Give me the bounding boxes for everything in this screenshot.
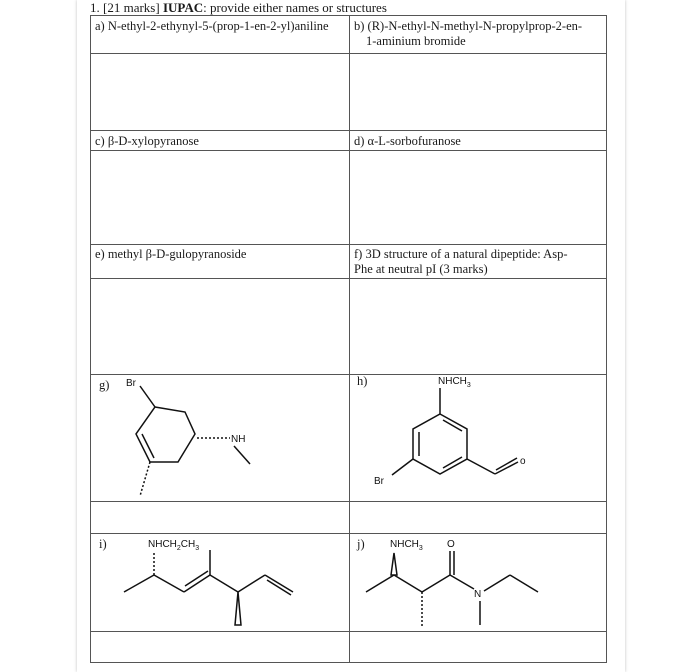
wedge-bond	[235, 592, 241, 625]
bond	[210, 575, 238, 592]
cell-c-label: c) β-D-xylopyranose	[95, 134, 199, 148]
bond	[140, 386, 155, 407]
structure-g-br: Br	[126, 378, 136, 389]
bond	[154, 575, 184, 592]
structure-j-o: O	[447, 539, 455, 550]
benzene-ring	[413, 414, 467, 474]
bond	[450, 575, 474, 589]
bond	[234, 446, 250, 464]
structure-j-label: $NHCH_3$	[390, 539, 423, 552]
structure-g-nh: NH	[231, 434, 246, 445]
structure-h	[360, 372, 550, 492]
row-divider	[91, 53, 606, 54]
cell-a-label: a) N-ethyl-2-ethynyl-5-(prop-1-en-2-yl)aniline	[95, 19, 329, 33]
question-keyword: IUPAC	[162, 0, 204, 15]
double-bond	[267, 580, 291, 595]
row-divider	[91, 631, 606, 632]
bond	[238, 575, 265, 592]
row-divider	[91, 244, 606, 245]
row-divider	[91, 150, 606, 151]
question-prefix: 1. [21 marks]	[90, 0, 160, 15]
row-divider	[91, 533, 606, 534]
wedge-bond	[391, 553, 397, 575]
structure-h-nhch: $NHCH_3$	[438, 376, 471, 389]
bond	[484, 575, 510, 591]
cell-f-label-line1: f) 3D structure of a natural dipeptide: Asp-	[354, 247, 568, 261]
structure-h-o: o	[520, 456, 526, 467]
bond	[394, 575, 422, 592]
cell-i-label: i)	[99, 537, 107, 551]
column-divider	[349, 16, 350, 662]
structure-j-n: N	[474, 589, 482, 600]
structure-j	[360, 535, 560, 630]
cell-f-label-line2: Phe at neutral pI (3 marks)	[354, 262, 488, 276]
cell-b-label-line1: b) (R)-N-ethyl-N-methyl-N-propylprop-2-en-	[354, 19, 583, 33]
structure-i	[110, 535, 310, 630]
structure-h-br: Br	[374, 476, 384, 487]
bond	[124, 575, 154, 592]
row-divider	[91, 130, 606, 131]
cell-g-label: g)	[99, 378, 110, 392]
question-header	[90, 0, 387, 16]
bond	[422, 575, 450, 592]
bond	[467, 459, 495, 474]
structure-i-label: $NHCH_2CH_3$	[148, 539, 200, 552]
bond	[265, 575, 293, 592]
structure-g	[100, 372, 270, 502]
row-divider	[91, 278, 606, 279]
bond	[510, 575, 538, 592]
cell-j-label: j)	[357, 537, 365, 551]
cell-h-label: h)	[357, 374, 368, 388]
double-bond	[142, 434, 154, 458]
question-suffix: : provide either names or structures	[203, 0, 387, 15]
cell-d-label: d) α-L-sorbofuranose	[354, 134, 461, 148]
cell-e-label: e) methyl β-D-gulopyranoside	[95, 247, 247, 261]
bond	[366, 575, 394, 592]
hashed-bond	[140, 462, 150, 496]
bond	[392, 459, 413, 475]
cyclohexene-ring	[136, 407, 195, 462]
cell-b-label-line2: 1-aminium bromide	[366, 34, 466, 48]
